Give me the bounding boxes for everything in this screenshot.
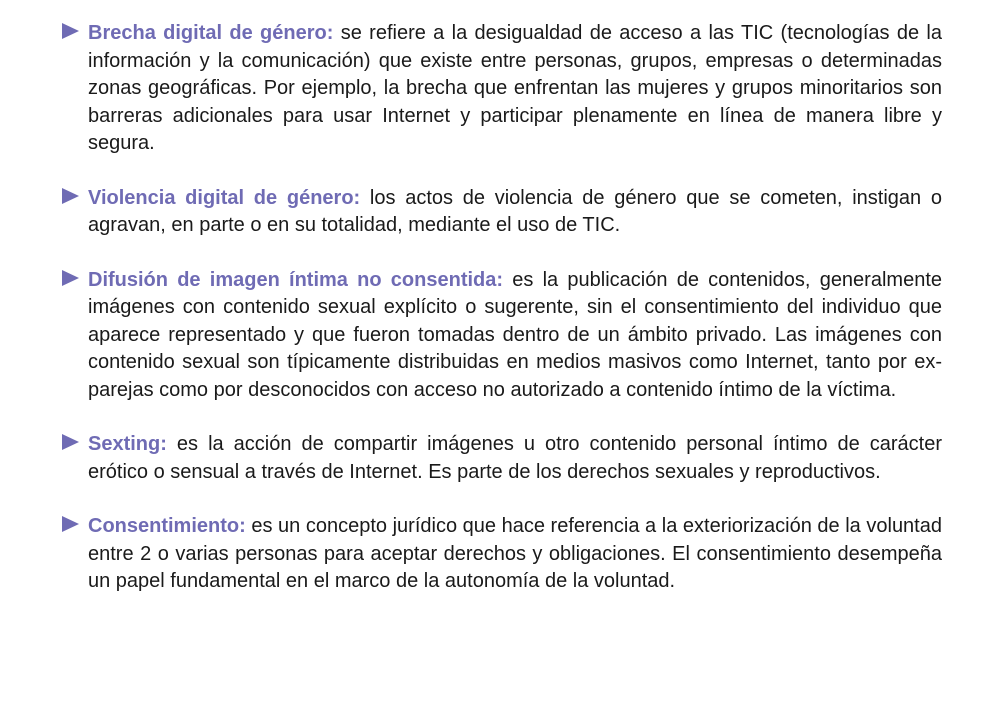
glossary-item-difusion: [62, 267, 942, 405]
glossary-definition: es un concepto jurídico que hace referencia a la exteriorización de la voluntad entre 2 o varias personas para aceptar derechos y obligaciones. El consentimiento desempeña un papel fundamental en el marco de la autonomía de la voluntad.: [88, 515, 942, 592]
glossary-item-consentimiento: [62, 513, 942, 596]
triangle-right-bullet-icon: [62, 270, 79, 286]
glossary-term: Consentimiento:: [88, 515, 246, 537]
glossary-definition: los actos de violencia de género que se cometen, instigan o agravan, en parte o en su totalidad, mediante el uso de TIC.: [88, 186, 942, 236]
triangle-right-bullet-icon: [62, 434, 79, 450]
glossary-paragraph: [88, 267, 942, 405]
glossary-term: Violencia digital de género:: [88, 186, 361, 209]
glossary-paragraph: [88, 513, 942, 596]
triangle-right-bullet-icon: [62, 516, 79, 532]
glossary-item-sexting: [62, 431, 942, 486]
triangle-right-bullet-icon: [62, 188, 79, 204]
glossary-term: Sexting:: [88, 433, 167, 455]
glossary-definition: es la publicación de contenidos, generalmente imágenes con contenido sexual explícito o sugerente, sin el consentimiento del individuo que aparece representado y que fueron tomadas dentro de un ámbito privado. Las imágenes con contenido sexual son típicamente distribuidas en medios masivos como Internet, tanto por ex-parejas como por desconocidos con acceso no autorizado a contenido íntimo de la víctima.: [88, 268, 942, 401]
glossary-item-violencia: [62, 185, 942, 240]
glossary-term: Brecha digital de género:: [88, 22, 334, 44]
glossary-paragraph: [88, 20, 942, 158]
glossary-definition: se refiere a la desigualdad de acceso a las TIC (tecnologías de la información y la comunicación) que existe entre personas, grupos, empresas o determinadas zonas geográficas. Por ejemplo, la brecha que enfrentan las mujeres y grupos minoritarios son barreras adicionales para usar Internet y participar plenamente en línea de manera libre y segura.: [88, 22, 942, 154]
glossary-paragraph: [88, 431, 942, 486]
glossary-item-brecha: [62, 20, 942, 158]
triangle-right-bullet-icon: [62, 23, 79, 39]
glossary-definition: es la acción de compartir imágenes u otro contenido personal íntimo de carácter erótico o sensual a través de Internet. Es parte de los derechos sexuales y reproductivos.: [88, 433, 942, 483]
glossary-paragraph: [88, 185, 942, 240]
glossary-term: Difusión de imagen íntima no consentida:: [88, 268, 504, 291]
